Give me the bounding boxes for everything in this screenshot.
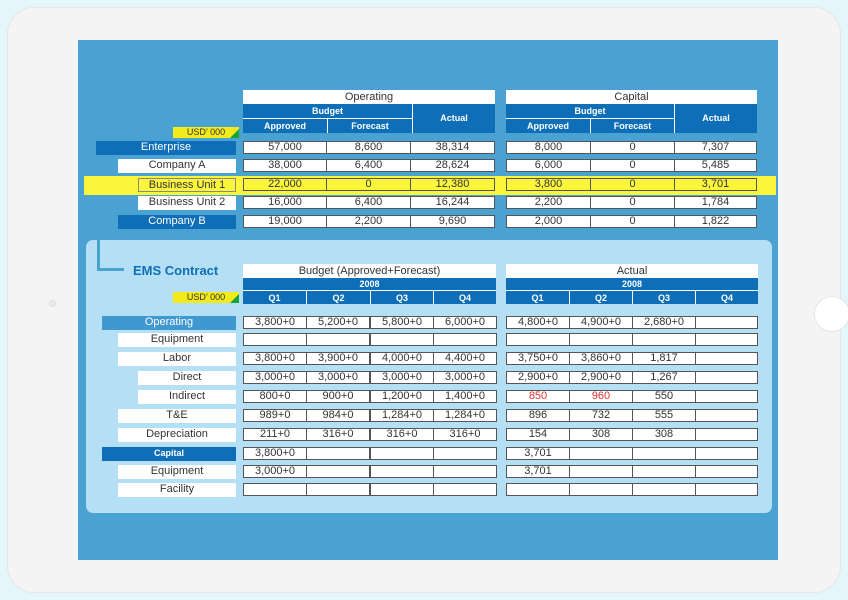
cell: 3,800 — [506, 178, 591, 191]
ems-actual-year: 2008 — [506, 278, 758, 290]
camera-dot — [49, 300, 56, 307]
ems-actual-cell — [695, 465, 758, 478]
usd-unit-badge-ems — [173, 292, 239, 303]
operating-budget-header: Budget — [243, 104, 412, 118]
ems-budget-q2-header: Q2 — [306, 290, 370, 304]
usd-unit-label: USD’ 000 — [186, 292, 226, 302]
ems-budget-cell — [243, 333, 307, 346]
capital-title: Capital — [506, 90, 757, 104]
ems-row-label[interactable]: T&E — [118, 409, 236, 423]
capital-actual-header: Actual — [674, 104, 757, 133]
ems-budget-cell: 4,400+0 — [433, 352, 497, 365]
ems-budget-cell: 3,000+0 — [370, 371, 434, 384]
ems-budget-cell — [433, 447, 497, 460]
ems-actual-cell: 2,680+0 — [632, 316, 696, 329]
ems-actual-q2-header: Q2 — [569, 290, 632, 304]
ems-budget-cell — [433, 465, 497, 478]
ems-actual-q4-header: Q4 — [695, 290, 758, 304]
cell: 0 — [590, 141, 675, 154]
usd-unit-label: USD’ 000 — [186, 127, 226, 137]
ems-budget-cell: 1,200+0 — [370, 390, 434, 403]
ems-actual-cell — [569, 465, 633, 478]
ems-budget-q3-header: Q3 — [370, 290, 433, 304]
ems-actual-cell — [695, 409, 758, 422]
row-label-company-b[interactable]: Company B — [118, 215, 236, 229]
ems-budget-cell: 800+0 — [243, 390, 307, 403]
cell: 0 — [590, 196, 675, 209]
ems-row-label[interactable]: Indirect — [138, 390, 236, 404]
row-label-enterprise[interactable]: Enterprise — [96, 141, 236, 155]
ems-actual-cell: 3,860+0 — [569, 352, 633, 365]
cell: 0 — [590, 178, 675, 191]
ems-budget-cell: 900+0 — [306, 390, 370, 403]
cell: 2,200 — [326, 215, 411, 228]
ems-actual-cell: 2,900+0 — [569, 371, 633, 384]
ems-actual-cell — [506, 333, 570, 346]
cell: 0 — [326, 178, 411, 191]
operating-actual-header: Actual — [412, 104, 495, 133]
ems-budget-cell — [370, 447, 434, 460]
ems-budget-cell: 3,800+0 — [243, 447, 307, 460]
cell: 7,307 — [674, 141, 757, 154]
ems-budget-cell: 5,800+0 — [370, 316, 434, 329]
cell: 9,690 — [410, 215, 495, 228]
ems-budget-cell — [306, 465, 370, 478]
cell: 3,701 — [674, 178, 757, 191]
ems-actual-cell: 1,267 — [632, 371, 696, 384]
ems-budget-cell: 3,000+0 — [433, 371, 497, 384]
ems-row-label[interactable]: Operating — [102, 316, 236, 330]
ems-budget-cell: 5,200+0 — [306, 316, 370, 329]
ems-actual-cell: 960 — [569, 390, 633, 403]
cell: 12,380 — [410, 178, 495, 191]
cell: 6,400 — [326, 196, 411, 209]
cell: 16,244 — [410, 196, 495, 209]
row-label-business-unit-1[interactable]: Business Unit 1 — [138, 178, 236, 192]
ems-actual-cell — [569, 483, 633, 496]
ems-actual-cell: 732 — [569, 409, 633, 422]
operating-forecast-header: Forecast — [327, 118, 412, 133]
ems-budget-cell: 989+0 — [243, 409, 307, 422]
cell: 38,314 — [410, 141, 495, 154]
cell: 28,624 — [410, 159, 495, 172]
ems-actual-title: Actual — [506, 264, 758, 278]
ems-actual-cell: 555 — [632, 409, 696, 422]
ems-row-label[interactable]: Direct — [138, 371, 236, 385]
ems-actual-cell — [695, 483, 758, 496]
ems-actual-cell — [569, 333, 633, 346]
ems-budget-cell: 3,800+0 — [243, 352, 307, 365]
ems-contract-title: EMS Contract — [133, 263, 219, 278]
ems-actual-cell — [632, 333, 696, 346]
row-label-company-a[interactable]: Company A — [118, 159, 236, 173]
ems-actual-cell: 1,817 — [632, 352, 696, 365]
ems-budget-cell — [370, 483, 434, 496]
ems-budget-cell — [370, 333, 434, 346]
ems-row-label[interactable]: Facility — [118, 483, 236, 497]
ems-actual-cell — [506, 483, 570, 496]
cell: 0 — [590, 159, 675, 172]
cell: 8,600 — [326, 141, 411, 154]
ems-actual-q3-header: Q3 — [632, 290, 695, 304]
ems-actual-cell — [695, 352, 758, 365]
ems-actual-cell: 154 — [506, 428, 570, 441]
ems-actual-cell: 3,701 — [506, 447, 570, 460]
cell: 1,784 — [674, 196, 757, 209]
ems-actual-cell: 3,750+0 — [506, 352, 570, 365]
corner-triangle-icon — [230, 129, 239, 138]
ems-row-label[interactable]: Equipment — [118, 465, 236, 479]
ems-row-label[interactable]: Labor — [118, 352, 236, 366]
ems-budget-cell: 3,000+0 — [306, 371, 370, 384]
ems-actual-cell: 850 — [506, 390, 570, 403]
ems-row-label[interactable]: Capital — [102, 447, 236, 461]
cell: 2,200 — [506, 196, 591, 209]
row-label-business-unit-2[interactable]: Business Unit 2 — [138, 196, 236, 210]
ems-budget-cell — [433, 333, 497, 346]
ems-budget-cell — [243, 483, 307, 496]
ems-actual-cell — [695, 316, 758, 329]
ems-budget-cell: 6,000+0 — [433, 316, 497, 329]
ems-budget-cell: 316+0 — [370, 428, 434, 441]
ems-actual-cell: 2,900+0 — [506, 371, 570, 384]
cell: 16,000 — [243, 196, 327, 209]
ems-actual-cell — [695, 333, 758, 346]
ems-actual-cell — [632, 483, 696, 496]
capital-budget-header: Budget — [506, 104, 674, 118]
ems-budget-cell — [306, 483, 370, 496]
capital-approved-header: Approved — [506, 118, 590, 133]
ems-budget-year: 2008 — [243, 278, 496, 290]
ems-row-label[interactable]: Equipment — [118, 333, 236, 347]
ems-budget-cell: 3,800+0 — [243, 316, 307, 329]
ems-actual-cell: 4,900+0 — [569, 316, 633, 329]
ems-actual-cell — [632, 465, 696, 478]
cell: 6,400 — [326, 159, 411, 172]
usd-unit-badge-top — [173, 127, 239, 138]
cell: 38,000 — [243, 159, 327, 172]
ems-budget-cell: 3,900+0 — [306, 352, 370, 365]
ems-budget-cell — [306, 447, 370, 460]
ems-budget-cell — [433, 483, 497, 496]
cell: 22,000 — [243, 178, 327, 191]
ems-budget-cell: 1,284+0 — [370, 409, 434, 422]
ems-budget-cell: 3,000+0 — [243, 371, 307, 384]
ems-budget-cell — [370, 465, 434, 478]
ems-actual-cell — [569, 447, 633, 460]
cell: 19,000 — [243, 215, 327, 228]
ems-budget-cell: 316+0 — [306, 428, 370, 441]
ems-budget-cell: 984+0 — [306, 409, 370, 422]
ems-actual-cell: 3,701 — [506, 465, 570, 478]
ems-actual-cell: 550 — [632, 390, 696, 403]
connector-line-horizontal — [97, 268, 124, 271]
ems-actual-cell — [695, 390, 758, 403]
ems-actual-cell: 308 — [632, 428, 696, 441]
ems-actual-cell: 4,800+0 — [506, 316, 570, 329]
cell: 0 — [590, 215, 675, 228]
cell: 8,000 — [506, 141, 591, 154]
cell: 6,000 — [506, 159, 591, 172]
cell: 5,485 — [674, 159, 757, 172]
cell: 2,000 — [506, 215, 591, 228]
cell: 57,000 — [243, 141, 327, 154]
ems-budget-cell: 316+0 — [433, 428, 497, 441]
ems-actual-cell: 896 — [506, 409, 570, 422]
ems-actual-cell — [695, 371, 758, 384]
ems-actual-cell: 308 — [569, 428, 633, 441]
ems-actual-cell — [695, 447, 758, 460]
ems-budget-q4-header: Q4 — [433, 290, 496, 304]
ems-budget-cell: 211+0 — [243, 428, 307, 441]
capital-forecast-header: Forecast — [590, 118, 674, 133]
ems-actual-cell — [695, 428, 758, 441]
home-button[interactable] — [814, 296, 848, 332]
ems-budget-cell — [306, 333, 370, 346]
ems-budget-q1-header: Q1 — [243, 290, 306, 304]
ems-budget-cell: 1,284+0 — [433, 409, 497, 422]
ems-budget-cell: 3,000+0 — [243, 465, 307, 478]
ems-actual-q1-header: Q1 — [506, 290, 569, 304]
ems-budget-title: Budget (Approved+Forecast) — [243, 264, 496, 278]
ems-actual-cell — [632, 447, 696, 460]
ems-budget-cell: 4,000+0 — [370, 352, 434, 365]
operating-approved-header: Approved — [243, 118, 327, 133]
ems-row-label[interactable]: Depreciation — [118, 428, 236, 442]
connector-line-vertical — [97, 195, 100, 271]
operating-title: Operating — [243, 90, 495, 104]
cell: 1,822 — [674, 215, 757, 228]
ems-budget-cell: 1,400+0 — [433, 390, 497, 403]
corner-triangle-icon — [230, 294, 239, 303]
